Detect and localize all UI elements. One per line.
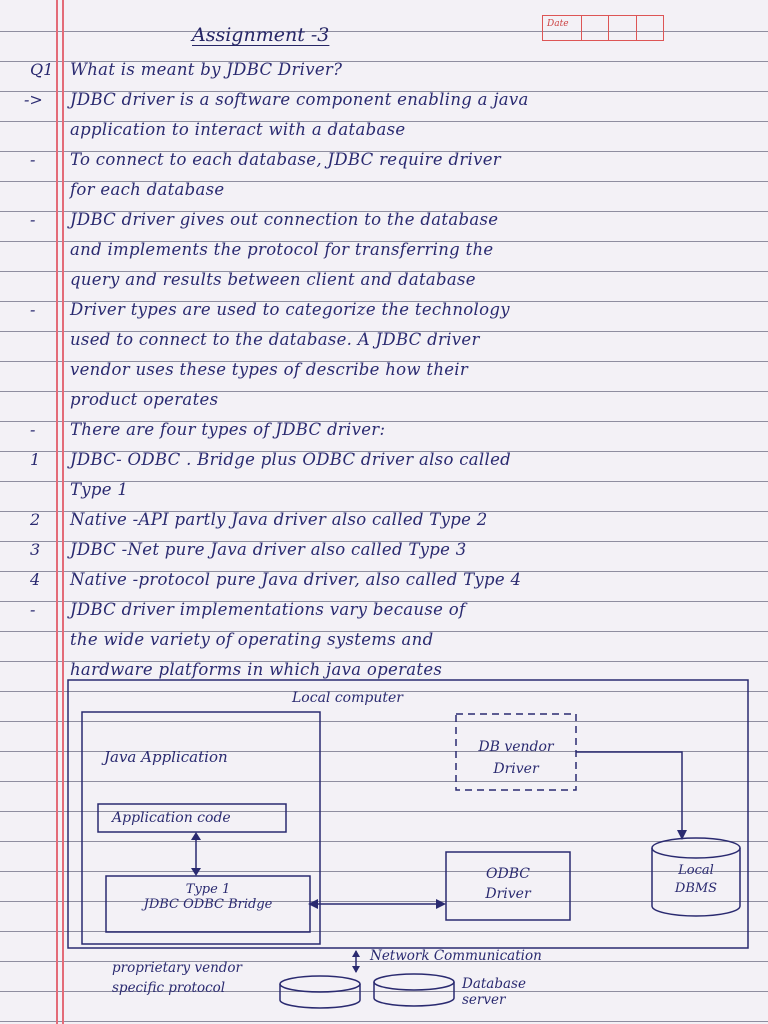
text-line: JDBC driver implementations vary because of [70,600,466,619]
text-line: product operates [70,390,219,409]
text-line: There are four types of JDBC driver: [70,420,386,439]
type1-bridge-label: Type 1 JDBC ODBC Bridge [143,882,273,912]
text-line: the wide variety of operating systems and [70,630,434,649]
text-line: application to interact with a database [70,120,406,139]
text-line: What is meant by JDBC Driver? [70,60,343,79]
db-server-cyl2-body [374,982,454,1006]
line-marker: 3 [30,540,41,559]
text-line: JDBC- ODBC . Bridge plus ODBC driver also called [70,450,511,469]
odbc-driver-label: ODBC Driver [485,866,531,902]
java-application-label: Java Application [104,748,228,766]
text-line: To connect to each database, JDBC require driver [70,150,501,169]
line-marker: 4 [30,570,41,589]
line-marker: -> [24,90,43,109]
line-marker: - [30,210,36,229]
local-dbms-label: Local DBMS [674,863,718,896]
db-vendor-driver-label: DB vendor Driver [478,739,554,777]
network-communication-label: Network Communication [370,948,542,964]
local-computer-label: Local computer [292,690,403,706]
arrow-vendor-to-dbms [576,752,682,836]
line-marker: 2 [30,510,41,529]
text-line: JDBC -Net pure Java driver also called Type 3 [70,540,467,559]
db-server-cyl2-top [374,974,454,990]
database-server-label: Database server [462,976,526,1008]
text-line: Native -protocol pure Java driver, also called Type 4 [70,570,522,589]
text-line: Type 1 [70,480,129,499]
line-marker: Q1 [30,60,54,79]
proprietary-protocol-label: proprietary vendor specific protocol [112,960,243,996]
text-line: vendor uses these types of describe how their [70,360,469,379]
text-line: hardware platforms in which java operates [70,660,443,679]
text-line: for each database [70,180,225,199]
text-line: JDBC driver gives out connection to the database [70,210,499,229]
date-label: Date [543,16,582,40]
text-line: query and results between client and database [70,270,476,289]
text-line: Native -API partly Java driver also called Type 2 [70,510,488,529]
line-marker: - [30,150,36,169]
db-server-cyl1-body [280,984,360,1008]
line-marker: - [30,420,36,439]
page-title: Assignment -3 [192,24,330,46]
line-marker: - [30,600,36,619]
local-dbms-top [652,838,740,858]
application-code-label: Application code [112,810,231,826]
line-marker: - [30,300,36,319]
text-line: used to connect to the database. A JDBC driver [70,330,480,349]
line-marker: 1 [30,450,41,469]
text-line: JDBC driver is a software component enabling a java [70,90,529,109]
db-server-cyl1-top [280,976,360,992]
text-line: Driver types are used to categorize the technology [70,300,510,319]
text-line: and implements the protocol for transferring the [70,240,494,259]
